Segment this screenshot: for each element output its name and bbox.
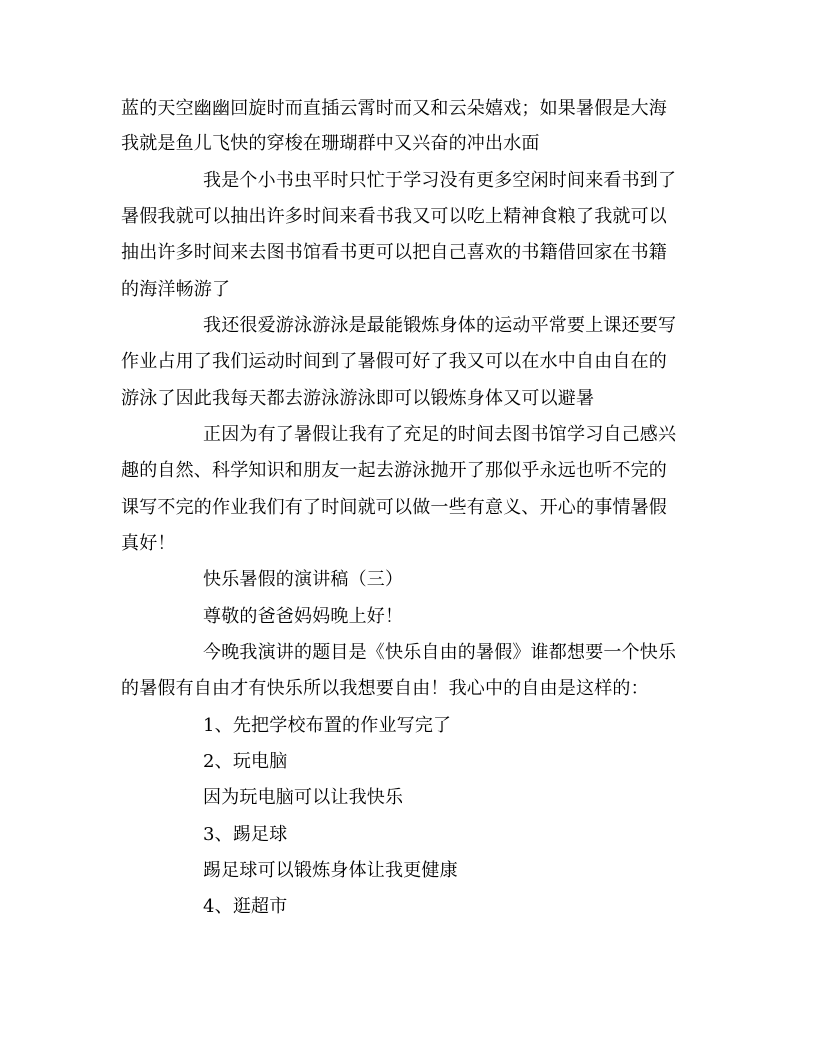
text-line-4: 暑假我就可以抽出许多时间来看书我又可以吃上精神食粮了我就可以	[121, 206, 667, 227]
list-item-3-note: 踢足球可以锻炼身体让我更健康	[203, 860, 458, 881]
text-line-2: 我就是鱼儿飞快的穿梭在珊瑚群中又兴奋的冲出水面	[121, 133, 540, 154]
text-line-7: 我还很爱游泳游泳是最能锻炼身体的运动平常要上课还要写	[203, 315, 677, 336]
text-line-12: 课写不完的作业我们有了时间就可以做一些有意义、开心的事情暑假	[121, 497, 667, 518]
list-item-1: 1、先把学校布置的作业写完了	[203, 715, 452, 736]
text-line-9: 游泳了因此我每天都去游泳游泳即可以锻炼身体又可以避暑	[121, 388, 595, 409]
text-line-3: 我是个小书虫平时只忙于学习没有更多空闲时间来看书到了	[203, 170, 677, 191]
text-line-13: 真好！	[121, 533, 176, 554]
text-line-10: 正因为有了暑假让我有了充足的时间去图书馆学习自己感兴	[203, 424, 677, 445]
section-heading: 快乐暑假的演讲稿（三）	[203, 569, 404, 590]
list-item-2-note: 因为玩电脑可以让我快乐	[203, 787, 404, 808]
greeting-line: 尊敬的爸爸妈妈晚上好！	[203, 606, 404, 627]
list-item-4: 4、逛超市	[203, 896, 288, 917]
text-line-6: 的海洋畅游了	[121, 279, 231, 300]
list-item-2: 2、玩电脑	[203, 751, 288, 772]
text-line-17: 的暑假有自由才有快乐所以我想要自由！我心中的自由是这样的：	[121, 678, 649, 699]
list-item-3: 3、踢足球	[203, 824, 288, 845]
text-line-16: 今晚我演讲的题目是《快乐自由的暑假》谁都想要一个快乐	[203, 642, 677, 663]
text-line-8: 作业占用了我们运动时间到了暑假可好了我又可以在水中自由自在的	[121, 351, 667, 372]
text-line-5: 抽出许多时间来去图书馆看书更可以把自己喜欢的书籍借回家在书籍	[121, 242, 667, 263]
text-line-1: 蓝的天空幽幽回旋时而直插云霄时而又和云朵嬉戏；如果暑假是大海	[121, 98, 667, 119]
text-line-11: 趣的自然、科学知识和朋友一起去游泳抛开了那似乎永远也听不完的	[121, 460, 667, 481]
